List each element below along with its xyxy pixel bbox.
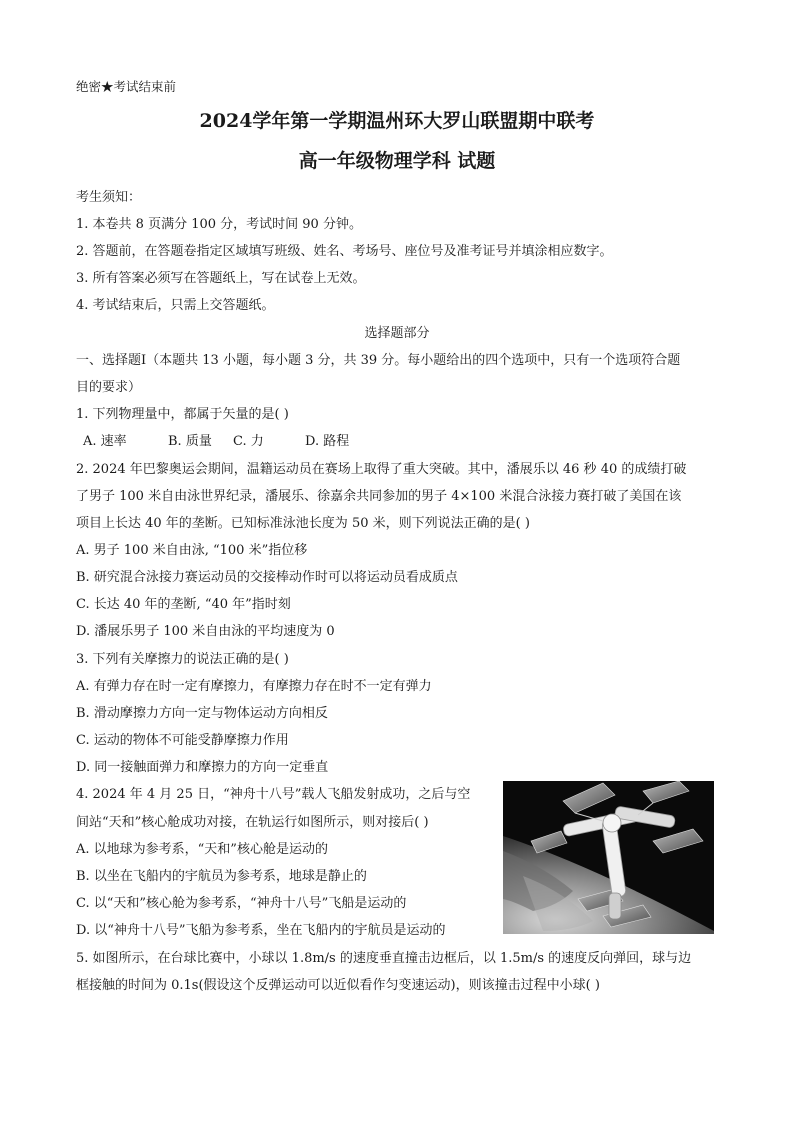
q2-option-d: D. 潘展乐男子 100 米自由泳的平均速度为 0 xyxy=(76,624,335,639)
q3-option-a: A. 有弹力存在时一定有摩擦力，有摩擦力存在时不一定有弹力 xyxy=(76,679,432,694)
q1-option-c: C. 力 xyxy=(233,434,264,449)
space-station-photo xyxy=(503,781,714,934)
section-instructions-cont: 目的要求） xyxy=(76,380,142,395)
q1-option-d: D. 路程 xyxy=(305,434,350,449)
q2-option-a: A. 男子 100 米自由泳, “100 米”指位移 xyxy=(76,543,308,558)
notice-item: 4. 考试结束后，只需上交答题纸。 xyxy=(76,298,275,313)
q4-option-a: A. 以地球为参考系，“天和”核心舱是运动的 xyxy=(76,842,328,857)
q2-stem-line: 项目上长达 40 年的垄断。已知标准泳池长度为 50 米，则下列说法正确的是( ) xyxy=(76,516,530,531)
q1-option-b: B. 质量 xyxy=(168,434,212,449)
space-station-illustration xyxy=(503,781,714,934)
q3-stem: 3. 下列有关摩擦力的说法正确的是( ) xyxy=(76,652,289,667)
q3-option-c: C. 运动的物体不可能受静摩擦力作用 xyxy=(76,733,289,748)
q4-stem-line: 间站“天和”核心舱成功对接，在轨运行如图所示，则对接后( ) xyxy=(76,815,429,830)
q2-stem-line: 2. 2024 年巴黎奥运会期间，温籍运动员在赛场上取得了重大突破。其中，潘展乐以 46 秒 40 的成绩打破 xyxy=(76,462,687,477)
notice-item: 1. 本卷共 8 页满分 100 分，考试时间 90 分钟。 xyxy=(76,217,362,232)
q1-stem: 1. 下列物理量中，都属于矢量的是( ) xyxy=(76,407,289,422)
q5-stem-line: 5. 如图所示，在台球比赛中，小球以 1.8m/s 的速度垂直撞击边框后，以 1.5m/s 的速度反向弹回，球与边 xyxy=(76,951,692,966)
confidential-mark: 绝密★考试结束前 xyxy=(76,79,177,94)
q2-option-b: B. 研究混合泳接力赛运动员的交接棒动作时可以将运动员看成质点 xyxy=(76,570,458,585)
exam-title: 2024学年第一学期温州环大罗山联盟期中联考 xyxy=(199,110,595,132)
notice-item: 2. 答题前，在答题卷指定区域填写班级、姓名、考场号、座位号及准考证号并填涂相应数字。 xyxy=(76,244,613,259)
section-title: 选择题部分 xyxy=(364,326,430,341)
q4-option-c: C. 以“天和”核心舱为参考系，“神舟十八号”飞船是运动的 xyxy=(76,896,407,911)
q4-option-b: B. 以坐在飞船内的宇航员为参考系，地球是静止的 xyxy=(76,869,367,884)
q4-stem-line: 4. 2024 年 4 月 25 日，“神舟十八号”载人飞船发射成功，之后与空 xyxy=(76,787,471,802)
q2-option-c: C. 长达 40 年的垄断, “40 年”指时刻 xyxy=(76,597,291,612)
q1-options xyxy=(83,433,349,451)
q1-option-a: A. 速率 xyxy=(83,434,127,449)
exam-subtitle: 高一年级物理学科 试题 xyxy=(298,150,496,172)
section-instructions: 一、选择题Ⅰ（本题共 13 小题，每小题 3 分，共 39 分。每小题给出的四个选项中，只有一个选项符合题 xyxy=(76,353,681,368)
notice-item: 3. 所有答案必须写在答题纸上，写在试卷上无效。 xyxy=(76,271,366,286)
q2-stem-line: 了男子 100 米自由泳世界纪录，潘展乐、徐嘉余共同参加的男子 4×100 米混合泳接力赛打破了美国在该 xyxy=(76,489,682,504)
q4-option-d: D. 以“神舟十八号”飞船为参考系，坐在飞船内的宇航员是运动的 xyxy=(76,923,446,938)
q3-option-b: B. 滑动摩擦力方向一定与物体运动方向相反 xyxy=(76,706,328,721)
notice-heading: 考生须知： xyxy=(76,190,142,205)
q3-option-d: D. 同一接触面弹力和摩擦力的方向一定垂直 xyxy=(76,760,329,775)
q5-stem-line: 框接触的时间为 0.1s(假设这个反弹运动可以近似看作匀变速运动)，则该撞击过程中小球( ) xyxy=(76,978,600,993)
